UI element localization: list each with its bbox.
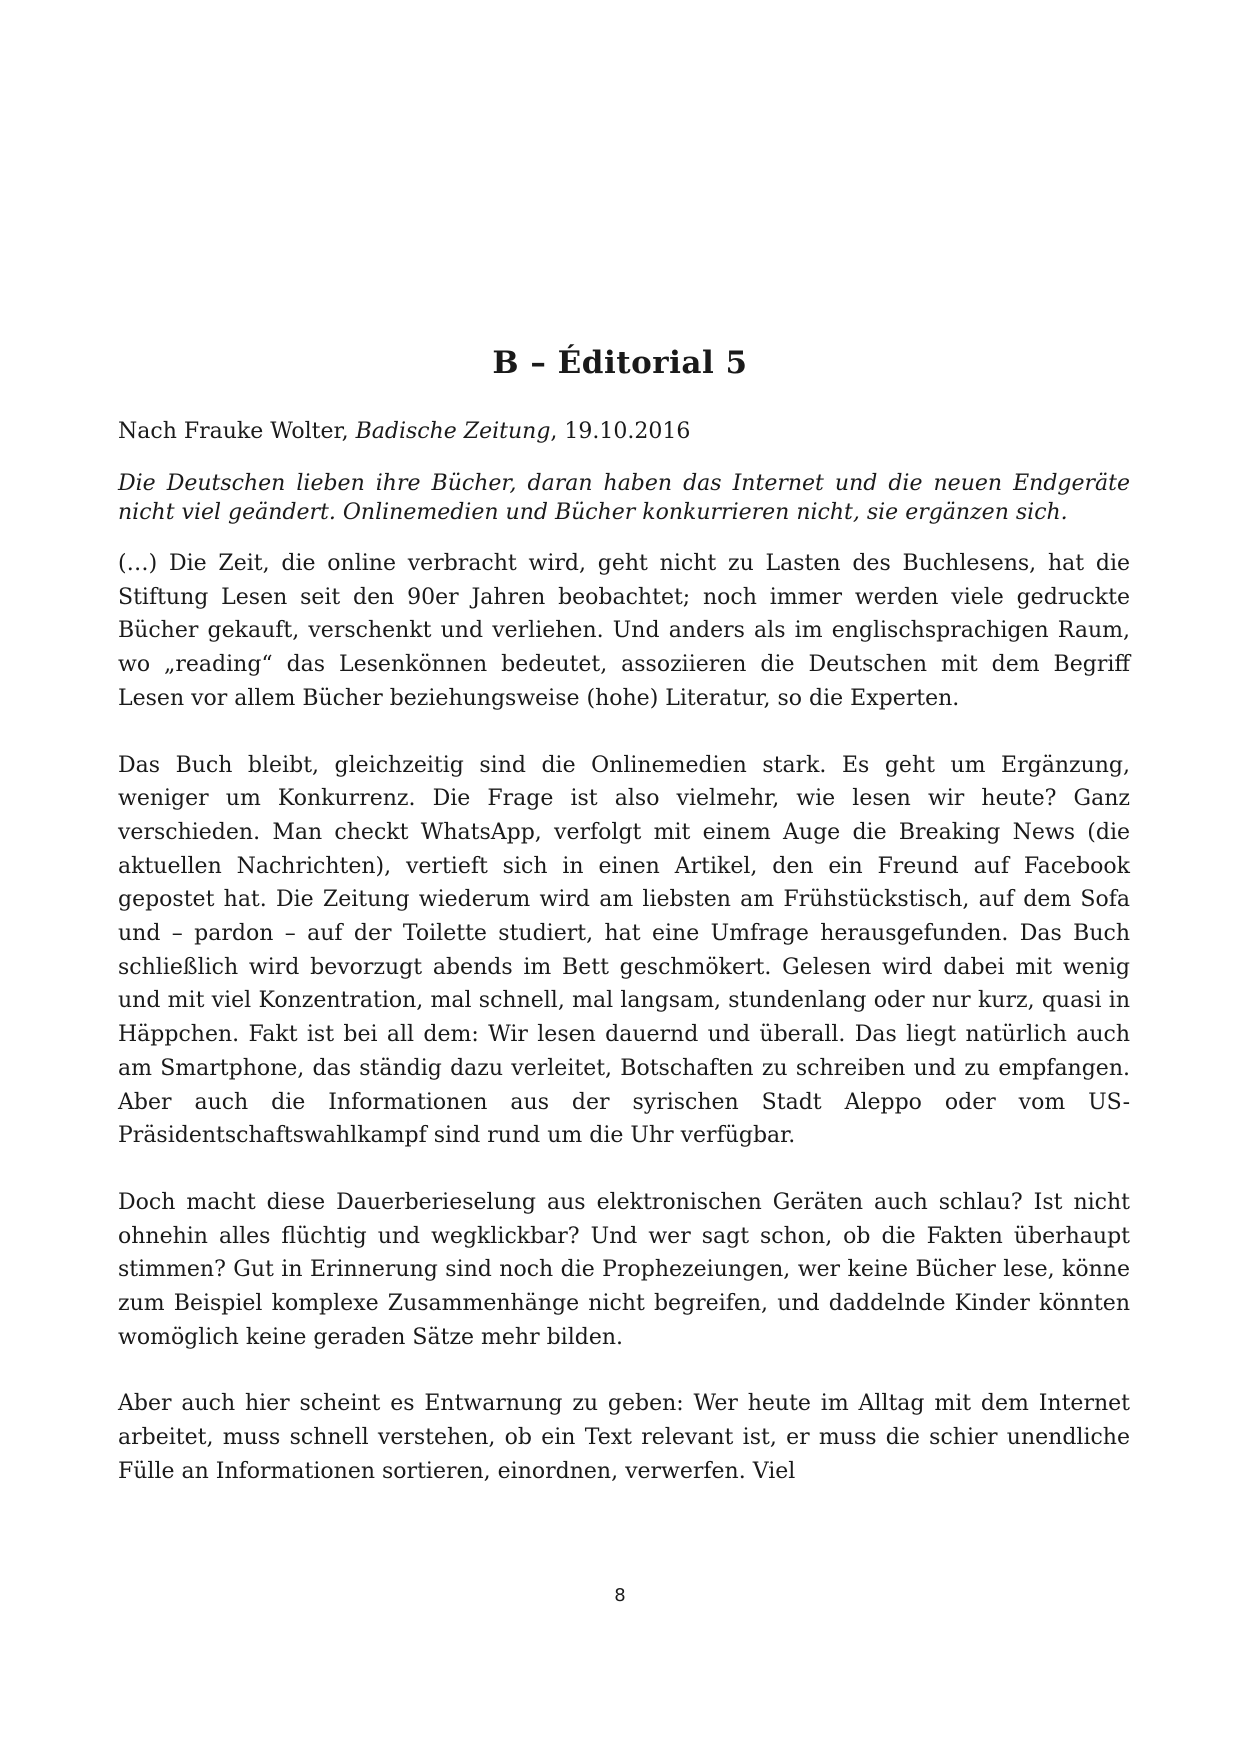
- source-date: , 19.10.2016: [550, 419, 691, 444]
- paragraph-3: Doch macht diese Dauerberieselung aus elektronischen Geräten auch schlau? Ist nicht ohnehin alles flüchtig und wegklickbar? Und wer sagt schon, ob die Fakten überhaupt stimmen? Gut in Erinnerung sind noch die Prophezeiungen, wer keine Bücher lese, könne zum Beispiel komplexe Zusammenhänge nicht begreifen, und daddelnde Kinder könnten womöglich keine geraden Sätze mehr bilden.: [118, 1189, 1130, 1350]
- page-number: 8: [614, 1585, 626, 1606]
- source-author: Nach Frauke Wolter,: [118, 419, 356, 444]
- paragraph-4: Aber auch hier scheint es Entwarnung zu geben: Wer heute im Alltag mit dem Internet arbeitet, muss schnell verstehen, ob ein Text relevant ist, er muss die schier unendliche Fülle an Informationen sortieren, einordnen, verwerfen. Viel: [118, 1391, 1130, 1484]
- page-title: B – Éditorial 5: [492, 345, 748, 381]
- paragraph-1: (…) Die Zeit, die online verbracht wird, geht nicht zu Lasten des Buchlesens, hat die Stiftung Lesen seit den 90er Jahren beobachtet; noch immer werden viele gedruckte Bücher gekauft, verschenkt und verliehen. Und anders als im englischsprachigen Raum, wo „reading“ das Lesenkönnen bedeutet, assoziieren die Deutschen mit dem Begriff Lesen vor allem Bücher beziehungsweise (hohe) Literatur, so die Experten.: [118, 551, 1130, 711]
- article-body: [118, 415, 1130, 1522]
- source-publication: Badische Zeitung: [355, 419, 551, 444]
- paragraph-2: Das Buch bleibt, gleichzeitig sind die Onlinemedien stark. Es geht um Ergänzung, weniger um Konkurrenz. Die Frage ist also vielmehr, wie lesen wir heute? Ganz verschieden. Man checkt WhatsApp, verfolgt mit einem Auge die Breaking News (die aktuellen Nachrichten), vertieft sich in einen Artikel, den ein Freund auf Facebook gepostet hat. Die Zeitung wiederum wird am liebsten am Frühstückstisch, auf dem Sofa und – pardon – auf der Toilette studiert, hat eine Umfrage herausgefunden. Das Buch schließlich wird bevorzugt abends im Bett geschmökert. Gelesen wird dabei mit wenig und mit viel Konzentration, mal schnell, mal langsam, stundenlang oder nur kurz, quasi in Häppchen. Fakt ist bei all dem: Wir lesen dauernd und überall. Das liegt natürlich auch am Smartphone, das ständig dazu verleitet, Botschaften zu schreiben und zu empfangen. Aber auch die Informationen aus der syrischen Stadt Aleppo oder vom US-Präsidentschaftswahlkampf sind rund um die Uhr verfügbar.: [118, 752, 1130, 1149]
- lead-paragraph: Die Deutschen lieben ihre Bücher, daran haben das Internet und die neuen Endgeräte nicht viel geändert. Onlinemedien und Bücher konkurrieren nicht, sie ergänzen sich.: [118, 471, 1130, 525]
- source-line: [118, 415, 1130, 449]
